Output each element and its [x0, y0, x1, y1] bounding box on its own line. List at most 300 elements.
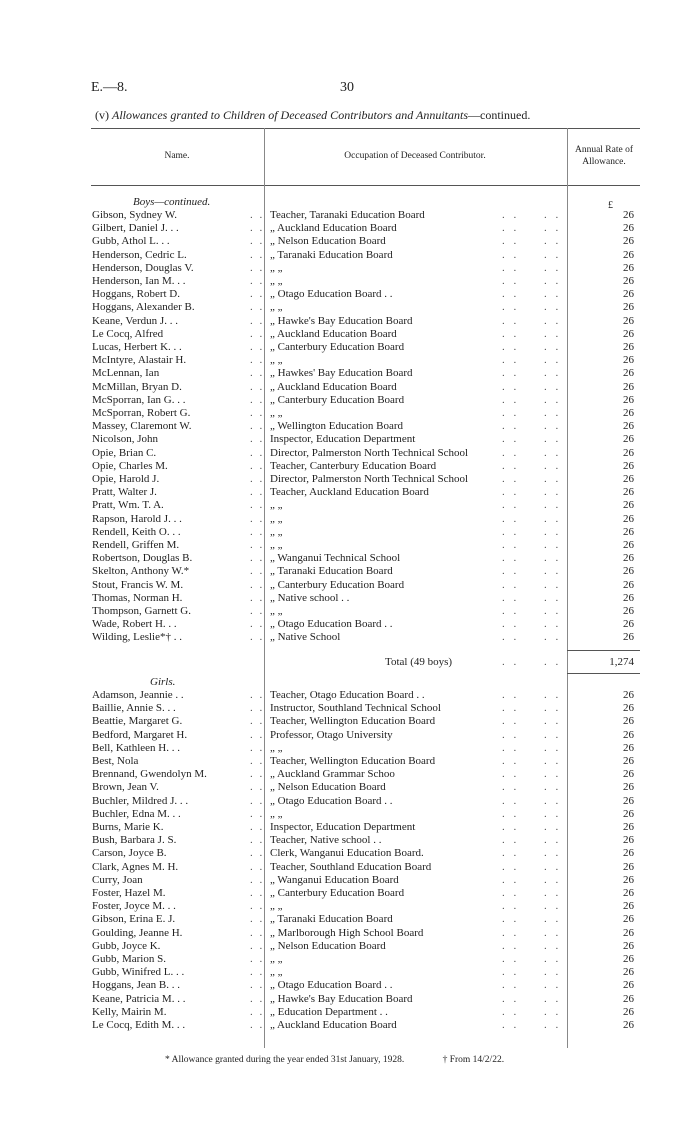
row-amount: 26	[623, 821, 634, 833]
leader-dots: . .	[250, 578, 265, 591]
leader-dots: . .	[544, 618, 562, 631]
table-subtitle	[95, 108, 655, 123]
leader-dots: . .	[502, 301, 520, 314]
leader-dots: . .	[502, 953, 520, 965]
footnotes	[165, 1055, 504, 1065]
row-amount: 26	[623, 847, 634, 860]
leader-dots: . .	[250, 873, 265, 886]
leader-dots: . .	[544, 261, 562, 274]
table-row	[92, 315, 640, 327]
footnote-dagger: † From 14/2/22.	[442, 1055, 505, 1065]
row-amount: 26	[623, 755, 634, 767]
row-amount: 26	[623, 420, 634, 433]
leader-dots: . .	[250, 926, 265, 939]
leader-dots: . .	[544, 565, 562, 578]
row-occupation: „ „	[270, 539, 283, 551]
row-name: Gibson, Sydney W.	[92, 209, 177, 221]
leader-dots: . .	[250, 860, 265, 873]
leader-dots: . .	[502, 605, 520, 617]
leader-dots: . .	[502, 979, 520, 992]
row-name: Keane, Patricia M. . .	[92, 992, 186, 1005]
row-occupation: „ „	[270, 900, 283, 913]
row-name: Carson, Joyce B.	[92, 847, 167, 860]
leader-dots: . .	[250, 552, 265, 565]
leader-dots: . .	[544, 913, 562, 926]
row-occupation: Teacher, Taranaki Education Board	[270, 209, 425, 221]
row-amount: 26	[623, 525, 634, 538]
row-name: Gubb, Marion S.	[92, 953, 166, 965]
leader-dots: . .	[250, 367, 265, 380]
subtitle-prefix: (v)	[95, 108, 109, 122]
leader-dots: . .	[544, 341, 562, 353]
row-occupation: „ Wellington Education Board	[270, 420, 404, 433]
row-occupation: „ Nelson Education Board	[270, 781, 386, 794]
table-row	[92, 473, 640, 485]
leader-dots: . .	[250, 499, 265, 512]
row-amount: 26	[623, 301, 634, 314]
table-row	[92, 288, 640, 300]
leader-dots: . .	[502, 900, 520, 913]
leader-dots: . .	[250, 781, 265, 794]
row-amount: 26	[623, 873, 634, 886]
row-name: Wade, Robert H. . .	[92, 618, 177, 631]
row-amount: 26	[623, 578, 634, 591]
row-occupation: „ „	[270, 261, 283, 274]
table-row	[92, 834, 640, 846]
row-occupation: „ Canterbury Education Board	[270, 887, 405, 899]
leader-dots: . .	[250, 689, 265, 701]
leader-dots: . .	[502, 847, 520, 860]
table-row	[92, 579, 640, 591]
row-amount: 26	[623, 499, 634, 512]
leader-dots: . .	[544, 446, 562, 459]
leader-dots: . .	[544, 873, 562, 886]
leader-dots: . .	[250, 913, 265, 926]
table-row	[92, 513, 640, 525]
row-name: Le Cocq, Alfred	[92, 327, 164, 340]
leader-dots: . .	[250, 327, 265, 340]
row-amount: 26	[623, 393, 634, 406]
subtitle-italic: Allowances granted to Children of Deceased Contributors and Annuitants	[112, 108, 468, 122]
boys-total-label: Total (49 boys)	[385, 656, 453, 668]
leader-dots: . .	[250, 900, 265, 913]
row-name: Pratt, Walter J.	[92, 486, 157, 499]
leader-dots: . .	[502, 288, 520, 301]
row-amount: 26	[623, 715, 634, 728]
row-name: Adamson, Jeannie . .	[92, 689, 184, 701]
row-amount: 26	[623, 1019, 634, 1031]
row-occupation: „ Otago Education Board . .	[270, 618, 393, 631]
leader-dots: . .	[502, 689, 520, 701]
row-occupation: „ Canterbury Education Board	[270, 578, 405, 591]
table-row	[92, 729, 640, 741]
row-name: Rapson, Harold J. . .	[92, 512, 182, 525]
leader-dots: . .	[544, 407, 562, 419]
row-amount: 26	[623, 794, 634, 807]
row-name: McIntyre, Alastair H.	[92, 354, 187, 367]
row-amount: 26	[623, 887, 634, 899]
table-row	[92, 526, 640, 538]
row-amount: 26	[623, 248, 634, 261]
table-row	[92, 235, 640, 247]
page-header-code: E.—8.	[91, 80, 128, 95]
row-amount: 26	[623, 341, 634, 353]
leader-dots: . .	[544, 578, 562, 591]
row-occupation: Inspector, Education Department	[270, 821, 416, 833]
total-leader-dots: . .	[544, 656, 562, 668]
footnote-star: * Allowance granted during the year ended 31st January, 1928.	[165, 1055, 405, 1065]
row-occupation: „ „	[270, 741, 283, 754]
row-name: Keane, Verdun J. . .	[92, 314, 178, 327]
leader-dots: . .	[544, 525, 562, 538]
table-row	[92, 354, 640, 366]
table-row	[92, 631, 640, 643]
leader-dots: . .	[502, 393, 520, 406]
leader-dots: . .	[502, 781, 520, 794]
table-row	[92, 539, 640, 551]
row-amount: 26	[623, 834, 634, 847]
leader-dots: . .	[250, 354, 265, 367]
leader-dots: . .	[544, 900, 562, 913]
leader-dots: . .	[502, 354, 520, 367]
leader-dots: . .	[544, 715, 562, 728]
table-row	[92, 433, 640, 445]
row-amount: 26	[623, 966, 634, 979]
row-name: Pratt, Wm. T. A.	[92, 499, 164, 512]
row-amount: 26	[623, 913, 634, 926]
table-row	[92, 702, 640, 714]
leader-dots: . .	[544, 539, 562, 551]
table-row	[92, 821, 640, 833]
leader-dots: . .	[544, 433, 562, 446]
row-amount: 26	[623, 486, 634, 499]
leader-dots: . .	[544, 979, 562, 992]
row-amount: 26	[623, 459, 634, 472]
row-name: Hoggans, Jean B. . .	[92, 979, 180, 992]
leader-dots: . .	[502, 768, 520, 781]
row-occupation: „ Native School	[270, 631, 341, 644]
row-name: Skelton, Anthony W.*	[92, 565, 190, 578]
leader-dots: . .	[544, 420, 562, 433]
leader-dots: . .	[250, 393, 265, 406]
row-name: Gubb, Joyce K.	[92, 939, 161, 952]
leader-dots: . .	[544, 512, 562, 525]
row-occupation: „ Taranaki Education Board	[270, 248, 393, 261]
leader-dots: . .	[544, 459, 562, 472]
leader-dots: . .	[502, 261, 520, 274]
leader-dots: . .	[250, 702, 265, 715]
leader-dots: . .	[502, 407, 520, 419]
leader-dots: . .	[502, 992, 520, 1005]
row-name: Nicolson, John	[92, 433, 158, 446]
table-row	[92, 715, 640, 727]
row-name: Beattie, Margaret G.	[92, 715, 183, 728]
leader-dots: . .	[544, 631, 562, 644]
row-occupation: „ Taranaki Education Board	[270, 913, 393, 926]
row-name: Gubb, Winifred L. . .	[92, 966, 185, 979]
leader-dots: . .	[502, 327, 520, 340]
row-occupation: „ Canterbury Education Board	[270, 393, 405, 406]
row-amount: 26	[623, 433, 634, 446]
table-row	[92, 249, 640, 261]
column-header-name: Name.	[164, 151, 190, 161]
leader-dots: . .	[502, 248, 520, 261]
leader-dots: . .	[502, 966, 520, 979]
leader-dots: . .	[250, 420, 265, 433]
row-name: McMillan, Bryan D.	[92, 380, 182, 393]
row-occupation: „ Wanganui Technical School	[270, 552, 401, 565]
leader-dots: . .	[502, 913, 520, 926]
row-occupation: „ Wanganui Education Board	[270, 873, 399, 886]
leader-dots: . .	[544, 275, 562, 287]
row-occupation: „ Native school . .	[270, 591, 350, 604]
row-amount: 26	[623, 222, 634, 235]
table-row	[92, 209, 640, 221]
row-name: Robertson, Douglas B.	[92, 552, 193, 565]
row-occupation: Teacher, Wellington Education Board	[270, 755, 436, 767]
row-name: Bell, Kathleen H. . .	[92, 741, 180, 754]
leader-dots: . .	[502, 459, 520, 472]
page-number: 30	[340, 80, 354, 95]
leader-dots: . .	[544, 821, 562, 833]
leader-dots: . .	[250, 314, 265, 327]
leader-dots: . .	[544, 992, 562, 1005]
total-rule-bottom	[567, 673, 640, 674]
leader-dots: . .	[250, 459, 265, 472]
row-amount: 26	[623, 807, 634, 820]
table-row	[92, 768, 640, 780]
boys-total-row	[92, 656, 640, 668]
row-amount: 26	[623, 314, 634, 327]
leader-dots: . .	[502, 702, 520, 715]
leader-dots: . .	[502, 341, 520, 353]
leader-dots: . .	[250, 525, 265, 538]
row-amount: 26	[623, 288, 634, 301]
row-name: Gibson, Erina E. J.	[92, 913, 176, 926]
leader-dots: . .	[544, 807, 562, 820]
row-occupation: Teacher, Canterbury Education Board	[270, 459, 437, 472]
row-amount: 26	[623, 354, 634, 367]
leader-dots: . .	[250, 341, 265, 353]
table-row	[92, 966, 640, 978]
row-amount: 26	[623, 512, 634, 525]
row-occupation: „ Hawke's Bay Education Board	[270, 314, 413, 327]
row-name: Rendell, Griffen M.	[92, 539, 180, 551]
leader-dots: . .	[502, 834, 520, 847]
leader-dots: . .	[250, 261, 265, 274]
total-leader-dots: . .	[502, 656, 520, 668]
leader-dots: . .	[544, 354, 562, 367]
leader-dots: . .	[544, 222, 562, 235]
row-name: Brown, Jean V.	[92, 781, 159, 794]
leader-dots: . .	[250, 288, 265, 301]
leader-dots: . .	[502, 525, 520, 538]
row-amount: 26	[623, 1005, 634, 1018]
leader-dots: . .	[544, 768, 562, 781]
leader-dots: . .	[502, 821, 520, 833]
leader-dots: . .	[544, 235, 562, 248]
row-occupation: „ Auckland Education Board	[270, 222, 397, 235]
table-row	[92, 460, 640, 472]
leader-dots: . .	[544, 847, 562, 860]
table-row	[92, 1006, 640, 1018]
row-amount: 26	[623, 473, 634, 485]
leader-dots: . .	[544, 288, 562, 301]
table-row	[92, 301, 640, 313]
leader-dots: . .	[544, 781, 562, 794]
leader-dots: . .	[250, 222, 265, 235]
leader-dots: . .	[250, 446, 265, 459]
row-occupation: Professor, Otago University	[270, 728, 393, 741]
row-occupation: Director, Palmerston North Technical School	[270, 473, 469, 485]
table-row	[92, 262, 640, 274]
table-row	[92, 861, 640, 873]
leader-dots: . .	[250, 741, 265, 754]
table-row	[92, 552, 640, 564]
leader-dots: . .	[250, 631, 265, 644]
table-row	[92, 979, 640, 991]
leader-dots: . .	[250, 565, 265, 578]
leader-dots: . .	[502, 314, 520, 327]
leader-dots: . .	[250, 618, 265, 631]
leader-dots: . .	[502, 728, 520, 741]
row-name: Bedford, Margaret H.	[92, 728, 188, 741]
row-amount: 26	[623, 992, 634, 1005]
leader-dots: . .	[544, 702, 562, 715]
row-occupation: Clerk, Wanganui Education Board.	[270, 847, 424, 860]
leader-dots: . .	[502, 539, 520, 551]
row-name: Hoggans, Alexander B.	[92, 301, 195, 314]
row-amount: 26	[623, 900, 634, 913]
leader-dots: . .	[544, 367, 562, 380]
leader-dots: . .	[502, 860, 520, 873]
leader-dots: . .	[250, 992, 265, 1005]
table-row	[92, 781, 640, 793]
row-occupation: „ Nelson Education Board	[270, 939, 386, 952]
table-row	[92, 927, 640, 939]
row-occupation: „ Hawkes' Bay Education Board	[270, 367, 413, 380]
table-row	[92, 847, 640, 859]
leader-dots: . .	[544, 926, 562, 939]
leader-dots: . .	[250, 539, 265, 551]
leader-dots: . .	[544, 591, 562, 604]
leader-dots: . .	[502, 420, 520, 433]
row-name: Massey, Claremont W.	[92, 420, 192, 433]
subtitle-suffix: —continued.	[468, 108, 531, 122]
row-occupation: „ Auckland Grammar Schoo	[270, 768, 395, 781]
leader-dots: . .	[250, 591, 265, 604]
table-row	[92, 742, 640, 754]
table-row	[92, 900, 640, 912]
leader-dots: . .	[544, 393, 562, 406]
leader-dots: . .	[502, 1019, 520, 1031]
leader-dots: . .	[544, 728, 562, 741]
leader-dots: . .	[502, 380, 520, 393]
row-amount: 26	[623, 552, 634, 565]
table-row	[92, 275, 640, 287]
row-name: Le Cocq, Edith M. . .	[92, 1019, 186, 1031]
leader-dots: . .	[250, 715, 265, 728]
row-amount: 26	[623, 275, 634, 287]
row-occupation: „ „	[270, 966, 283, 979]
row-name: Goulding, Jeanne H.	[92, 926, 183, 939]
row-name: McSporran, Ian G. . .	[92, 393, 186, 406]
row-amount: 26	[623, 605, 634, 617]
leader-dots: . .	[544, 834, 562, 847]
row-name: Henderson, Cedric L.	[92, 248, 187, 261]
row-occupation: „ Canterbury Education Board	[270, 341, 405, 353]
row-amount: 26	[623, 979, 634, 992]
leader-dots: . .	[250, 1005, 265, 1018]
leader-dots: . .	[250, 953, 265, 965]
leader-dots: . .	[250, 235, 265, 248]
leader-dots: . .	[250, 755, 265, 767]
row-amount: 26	[623, 741, 634, 754]
leader-dots: . .	[502, 741, 520, 754]
table-top-rule	[91, 128, 640, 129]
total-rule-top	[567, 650, 640, 651]
row-name: Henderson, Ian M. . .	[92, 275, 186, 287]
leader-dots: . .	[250, 486, 265, 499]
row-amount: 26	[623, 327, 634, 340]
leader-dots: . .	[544, 499, 562, 512]
table-row	[92, 367, 640, 379]
row-amount: 26	[623, 261, 634, 274]
row-name: Burns, Marie K.	[92, 821, 164, 833]
row-occupation: Director, Palmerston North Technical School	[270, 446, 469, 459]
row-name: Thompson, Garnett G.	[92, 605, 191, 617]
row-name: Bush, Barbara J. S.	[92, 834, 177, 847]
column-header-occupation: Occupation of Deceased Contributor.	[344, 151, 486, 161]
table-row	[92, 605, 640, 617]
row-name: Curry, Joan	[92, 873, 143, 886]
leader-dots: . .	[502, 486, 520, 499]
row-occupation: „ Hawke's Bay Education Board	[270, 992, 413, 1005]
leader-dots: . .	[250, 248, 265, 261]
leader-dots: . .	[502, 235, 520, 248]
table-row	[92, 689, 640, 701]
leader-dots: . .	[544, 794, 562, 807]
table-row	[92, 420, 640, 432]
row-occupation: „ „	[270, 407, 283, 419]
row-occupation: „ „	[270, 301, 283, 314]
table-row	[92, 993, 640, 1005]
row-name: Lucas, Herbert K. . .	[92, 341, 182, 353]
table-row	[92, 381, 640, 393]
row-occupation: „ Education Department . .	[270, 1005, 388, 1018]
row-occupation: Teacher, Native school . .	[270, 834, 382, 847]
leader-dots: . .	[250, 821, 265, 833]
row-amount: 26	[623, 380, 634, 393]
leader-dots: . .	[502, 552, 520, 565]
leader-dots: . .	[250, 834, 265, 847]
leader-dots: . .	[250, 301, 265, 314]
leader-dots: . .	[544, 301, 562, 314]
leader-dots: . .	[502, 446, 520, 459]
row-amount: 26	[623, 953, 634, 965]
leader-dots: . .	[250, 847, 265, 860]
table-row	[92, 328, 640, 340]
leader-dots: . .	[544, 860, 562, 873]
table-row	[92, 407, 640, 419]
row-name: Baillie, Annie S. . .	[92, 702, 176, 715]
leader-dots: . .	[502, 367, 520, 380]
leader-dots: . .	[544, 605, 562, 617]
row-occupation: Instructor, Southland Technical School	[270, 702, 441, 715]
row-name: Rendell, Keith O. . .	[92, 525, 181, 538]
column-header-rate: Annual Rate of Allowance.	[574, 145, 634, 167]
leader-dots: . .	[250, 768, 265, 781]
